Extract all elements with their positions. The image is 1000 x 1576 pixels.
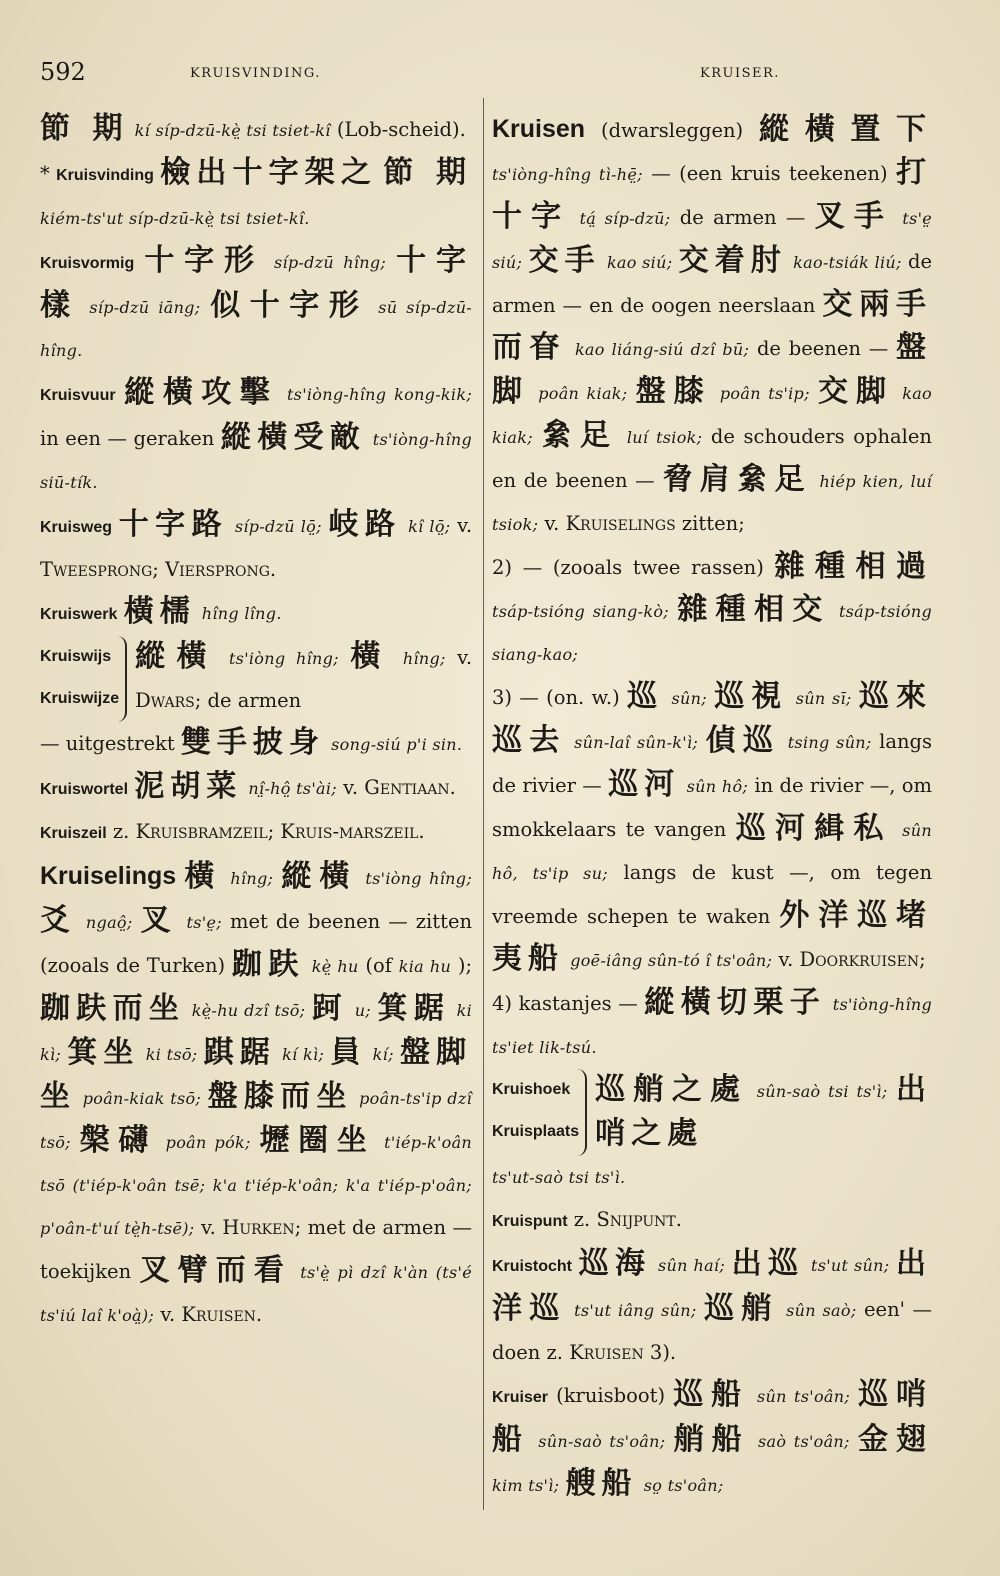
romanization: ts'ut sûn;: [810, 1256, 890, 1275]
dictionary-entry: [492, 1243, 932, 1374]
romanization: poân kiak;: [538, 384, 628, 403]
chinese-characters: 橫: [350, 639, 392, 674]
grouped-headwords: [40, 636, 472, 722]
romanization: kè̤-hu dzî tsō;: [191, 1001, 306, 1020]
headword: Kruistocht: [492, 1258, 572, 1275]
headword: Kruisvuur: [40, 387, 116, 404]
romanization: sûn haí;: [657, 1256, 726, 1275]
chinese-characters: 出巡: [731, 1246, 805, 1281]
romanization: síp-dzū iāng;: [89, 298, 201, 317]
chinese-characters: 偵巡: [705, 723, 781, 758]
chinese-characters: 縱橫: [281, 859, 358, 894]
chinese-characters: 節 期: [40, 111, 129, 146]
dictionary-entry: [40, 766, 472, 811]
romanization: sûn sī;: [795, 689, 852, 708]
romanization: sûn hô;: [686, 777, 749, 796]
romanization: ngaô̤;: [85, 913, 133, 932]
cross-reference: Doorkruisen;: [799, 948, 926, 971]
cross-reference: Kruisen.: [181, 1303, 263, 1326]
chinese-characters: 跏趺而坐: [40, 991, 186, 1026]
entry-text: de armen — en de oogen neerslaan: [492, 250, 933, 317]
headword: Kruispunt: [492, 1213, 568, 1230]
entry-text: — (een kruis teekenen): [651, 162, 888, 185]
romanization: kí síp-dzū-kè̤ tsi tsiet-kî: [134, 121, 331, 140]
chinese-characters: 外洋巡堵夷船: [492, 898, 932, 976]
chinese-characters: 縱橫: [135, 639, 218, 674]
entry-text: de armen —: [679, 206, 806, 229]
brace-headwords: [40, 636, 127, 722]
headword: Kruiswerk: [40, 606, 118, 623]
headword: Kruisplaats: [492, 1123, 580, 1140]
dictionary-entry: [492, 676, 932, 982]
romanization: hiép kien, luí tsiok;: [492, 472, 933, 534]
headword: Kruisweg: [40, 519, 113, 536]
dictionary-entry: [492, 546, 932, 676]
romanization: tsáp-tsióng siang-kao;: [492, 602, 933, 664]
chinese-characters: 巡來巡去: [492, 679, 932, 758]
romanization: tsáp-tsióng siang-kò;: [492, 602, 669, 621]
entry-text: 3).: [649, 1341, 677, 1364]
chinese-characters: 出洋巡: [492, 1246, 933, 1326]
chinese-characters: 雙手披身: [180, 725, 325, 760]
entry-text: v.: [778, 948, 794, 971]
chinese-characters: 叉臂而看: [139, 1253, 292, 1288]
chinese-characters: 縱橫受敵: [220, 420, 367, 455]
chinese-characters: 交脚: [818, 374, 895, 409]
entry-text: met de armen — toekijken: [40, 1216, 472, 1283]
romanization: kiém-ts'ut síp-dzū-kè̤ tsi tsiet-kî.: [40, 209, 310, 228]
chinese-characters: 槃礴: [79, 1123, 157, 1158]
romanization: song-siú p'i sin.: [331, 735, 463, 754]
chinese-characters: 雜種相過: [774, 549, 933, 584]
chinese-characters: 跒: [311, 991, 349, 1026]
chinese-characters: 交着肘: [678, 243, 787, 278]
cross-reference: Gentiaan.: [364, 776, 456, 799]
chinese-characters: 爻: [40, 903, 78, 938]
chinese-characters: 交兩手而眘: [492, 287, 933, 365]
entry-text: langs de kust —, om tegen vreemde schepen te waken: [492, 861, 933, 928]
running-head-right: KRUISER.: [700, 66, 780, 81]
brace-definition: [135, 636, 472, 722]
headword: Kruiswijze: [40, 690, 120, 707]
page-header: [40, 58, 960, 88]
romanization: saò ts'oân;: [758, 1432, 850, 1451]
chinese-characters: 箕坐: [67, 1035, 140, 1070]
dictionary-entry: [492, 108, 932, 546]
romanization: poân-kiak tsō;: [82, 1089, 202, 1108]
dictionary-entry: [492, 1374, 932, 1507]
headword: Kruiswijs: [40, 648, 112, 665]
chinese-characters: 節 期: [383, 155, 472, 190]
entry-text: (kruisboot): [556, 1384, 666, 1407]
chinese-characters: 巡艄之處: [595, 1072, 749, 1107]
cross-reference: Kruisbramzeil; Kruis-marszeil.: [135, 820, 425, 843]
entry-text: (dwarsleggen): [600, 119, 744, 142]
chinese-characters: 巡艄: [704, 1291, 779, 1326]
headword: Kruisen: [492, 115, 586, 143]
romanization: poân ts'ip;: [719, 384, 810, 403]
cross-reference: Snijpunt.: [596, 1208, 682, 1231]
dictionary-entry: [40, 240, 472, 372]
chinese-characters: 雜種相交: [677, 592, 831, 627]
chinese-characters: 巡哨船: [492, 1377, 933, 1457]
entry-text: de armen: [207, 689, 302, 712]
chinese-characters: 縱橫置下: [759, 112, 933, 147]
headword: Kruishoek: [492, 1081, 571, 1098]
chinese-characters: 叉手: [814, 199, 894, 234]
romanization: u;: [354, 1001, 371, 1020]
running-head-left: KRUISVINDING.: [190, 66, 321, 81]
chinese-characters: 員: [330, 1035, 367, 1070]
romanization: ki kì;: [40, 1001, 473, 1064]
romanization: t'iép-k'oân tsō (t'iép-k'oân tsē; k'a t'iép-k'oân; k'a t'iép-p'oân; p'oân-t'uí tè̤h-tsē);: [40, 1133, 473, 1238]
chinese-characters: 盤膝而坐: [207, 1079, 353, 1114]
entry-text: v.: [160, 1303, 176, 1326]
entry-text: );: [457, 954, 473, 977]
romanization: kî lō̤;: [408, 517, 451, 536]
chinese-characters: 出哨之處: [595, 1072, 933, 1151]
dictionary-entry: [492, 982, 932, 1069]
entry-text: met de beenen — zitten (zooals de Turken): [40, 910, 473, 977]
chinese-characters: 巡海: [578, 1246, 652, 1281]
romanization: ts'iòng-hîng kong-kik;: [286, 385, 473, 404]
chinese-characters: 盤脚坐: [40, 1035, 473, 1114]
entry-text: de beenen —: [756, 337, 889, 360]
chinese-characters: 巡視: [714, 679, 789, 714]
chinese-characters: 交手: [528, 243, 601, 278]
romanization: kao siú;: [606, 253, 673, 272]
dictionary-entry: [40, 152, 472, 240]
romanization: kè̤ hu: [311, 957, 359, 976]
entry-text: (of: [365, 954, 392, 977]
romanization: ki tsō;: [145, 1045, 198, 1064]
romanization: kia hu: [398, 957, 452, 976]
brace-headwords: [492, 1069, 587, 1156]
dictionary-entry: [40, 504, 472, 591]
romanization: so̤ ts'oân;: [643, 1476, 724, 1495]
romanization: hîng;: [402, 649, 446, 668]
entry-text: — uitgestrekt: [40, 732, 175, 755]
entry-text: (Lob-scheid).: [336, 118, 466, 141]
romanization: goē-iâng sûn-tó î ts'oân;: [570, 951, 773, 970]
chinese-characters: 縱橫切栗子: [644, 985, 827, 1020]
romanization: sûn;: [671, 689, 707, 708]
page-number: 592: [40, 58, 86, 86]
romanization: kim ts'ì;: [492, 1476, 560, 1495]
entry-text: v.: [200, 1216, 216, 1239]
chinese-characters: 縱橫攻擊: [124, 375, 279, 410]
chinese-characters: 打十字: [492, 155, 932, 234]
chinese-characters: 盤脚: [492, 330, 933, 409]
romanization: síp-dzū hîng;: [273, 253, 387, 272]
romanization: ts'iòng hîng;: [365, 869, 473, 888]
romanization: kí kì;: [282, 1045, 325, 1064]
chinese-characters: 十字形: [144, 243, 264, 278]
headword: Kruiser: [492, 1389, 549, 1406]
dictionary-entry: [40, 636, 472, 766]
chinese-characters: 艄船: [673, 1422, 750, 1457]
romanization: ts'e̤ siú;: [492, 209, 933, 272]
entry-text: 3) — (on. w.): [492, 686, 620, 709]
cross-reference: Kruiselings: [565, 512, 676, 535]
romanization: sûn saò;: [786, 1301, 857, 1320]
romanization: ts'iòng hîng;: [228, 649, 339, 668]
romanization: hîng;: [230, 869, 274, 888]
chinese-characters: 脅肩絫足: [662, 462, 812, 497]
chinese-characters: 似十字形: [210, 288, 369, 323]
entry-text: v.: [544, 512, 560, 535]
chinese-characters: 盤膝: [635, 374, 712, 409]
chinese-characters: 金翅: [857, 1422, 933, 1457]
romanization: kao kiak;: [492, 384, 932, 447]
headword: Kruisvormig: [40, 255, 135, 272]
chinese-characters: 巡河: [608, 767, 681, 802]
entry-text: 4) kastanjes —: [492, 992, 638, 1015]
dictionary-entry: [40, 591, 472, 636]
chinese-characters: 箕踞: [377, 991, 451, 1026]
grouped-headwords: [492, 1069, 932, 1156]
romanization: ts'iòng-hîng siū-tík.: [40, 430, 473, 492]
dictionary-entry: [40, 372, 472, 504]
dictionary-entry: [492, 1069, 932, 1199]
dictionary-entry: [40, 811, 472, 855]
entry-text: *: [40, 162, 50, 185]
romanization: sûn-saò tsi ts'ì;: [756, 1082, 888, 1101]
chinese-characters: 橫: [184, 859, 223, 894]
romanization: sûn hô, ts'ip su;: [492, 821, 933, 883]
headword: Kruiszeil: [40, 825, 107, 842]
romanization: kí;: [372, 1045, 394, 1064]
romanization: sûn-saò ts'oân;: [538, 1432, 666, 1451]
romanization: ts'ut-saò tsi ts'ì.: [492, 1168, 626, 1187]
entry-text: v.: [457, 646, 473, 669]
brace-definition: [595, 1069, 932, 1156]
column-divider: [483, 98, 484, 1510]
chinese-characters: 十字樣: [40, 243, 473, 323]
romanization: síp-dzū lō̤;: [234, 517, 322, 536]
romanization: sûn ts'oân;: [757, 1387, 851, 1406]
headword: Kruiselings: [40, 862, 177, 890]
entry-text: zitten;: [681, 512, 745, 535]
left-column: [40, 108, 472, 1337]
chinese-characters: 踑踞: [203, 1035, 276, 1070]
chinese-characters: 泥胡菜: [134, 769, 243, 804]
romanization: sûn-laî sûn-k'ì;: [574, 733, 699, 752]
chinese-characters: 壢圈坐: [259, 1123, 376, 1158]
entry-text: een' — doen z.: [492, 1298, 933, 1364]
chinese-characters: 叉: [140, 903, 179, 938]
entry-text: in de rivier —, om smokkelaars te vangen: [492, 774, 933, 841]
entry-text: z.: [112, 820, 130, 843]
chinese-characters: 巡: [627, 679, 665, 714]
chinese-characters: 十字路: [118, 507, 229, 542]
romanization: ts'e̤;: [186, 913, 222, 932]
cross-reference: Hurken;: [222, 1216, 302, 1239]
entry-text: in een — geraken: [40, 427, 215, 450]
cross-reference: Tweesprong; Viersprong.: [40, 558, 277, 581]
chinese-characters: 艘船: [565, 1466, 638, 1501]
entry-text: de schouders ophalen en de beenen —: [492, 425, 932, 492]
headword: Kruisvinding: [56, 167, 154, 184]
cross-reference: Dwars;: [135, 689, 202, 712]
romanization: poân-ts'ip dzî tsō;: [40, 1089, 472, 1152]
chinese-characters: 巡船: [673, 1377, 749, 1412]
entry-text: v.: [457, 514, 473, 537]
romanization: luí tsiok;: [626, 428, 703, 447]
cross-reference: Kruisen: [569, 1341, 644, 1364]
romanization: kao-tsiák liú;: [793, 253, 902, 272]
romanization: tá̤ síp-dzū;: [579, 209, 671, 228]
dictionary-entry: [40, 108, 472, 152]
chinese-characters: 絫足: [541, 418, 619, 453]
romanization: poân pók;: [165, 1133, 251, 1152]
chinese-characters: 岐路: [328, 507, 402, 542]
romanization: nî̤-hô̤ ts'ài;: [248, 779, 337, 798]
romanization: ts'iòng-hîng ts'iet lik-tsú.: [492, 995, 933, 1057]
entry-text: v.: [343, 776, 359, 799]
romanization: tsing sûn;: [787, 733, 872, 752]
entry-text: 2) — (zooals twee rassen): [492, 556, 764, 579]
romanization: ts'ut iâng sûn;: [574, 1301, 697, 1320]
headword: Kruiswortel: [40, 781, 129, 798]
chinese-characters: 檢出十字架之: [160, 155, 377, 190]
dictionary-entry: [40, 855, 472, 1337]
entry-text: z.: [573, 1208, 591, 1231]
romanization: ts'iòng-hîng tì-hē̤;: [492, 165, 643, 184]
right-column: [492, 108, 932, 1507]
romanization: hîng lîng.: [201, 604, 282, 623]
dictionary-entry: [492, 1199, 932, 1243]
chinese-characters: 巡河緝私: [735, 811, 893, 846]
chinese-characters: 跏趺: [231, 947, 305, 982]
romanization: ts'è̤ pì dzî k'àn (ts'é ts'iú laî k'oà̤);: [40, 1263, 473, 1325]
romanization: kao liáng-siú dzî bū;: [574, 340, 750, 359]
romanization: sū síp-dzū-hîng.: [40, 298, 473, 360]
chinese-characters: 橫檽: [123, 594, 196, 629]
entry-text: langs de rivier —: [492, 730, 933, 797]
